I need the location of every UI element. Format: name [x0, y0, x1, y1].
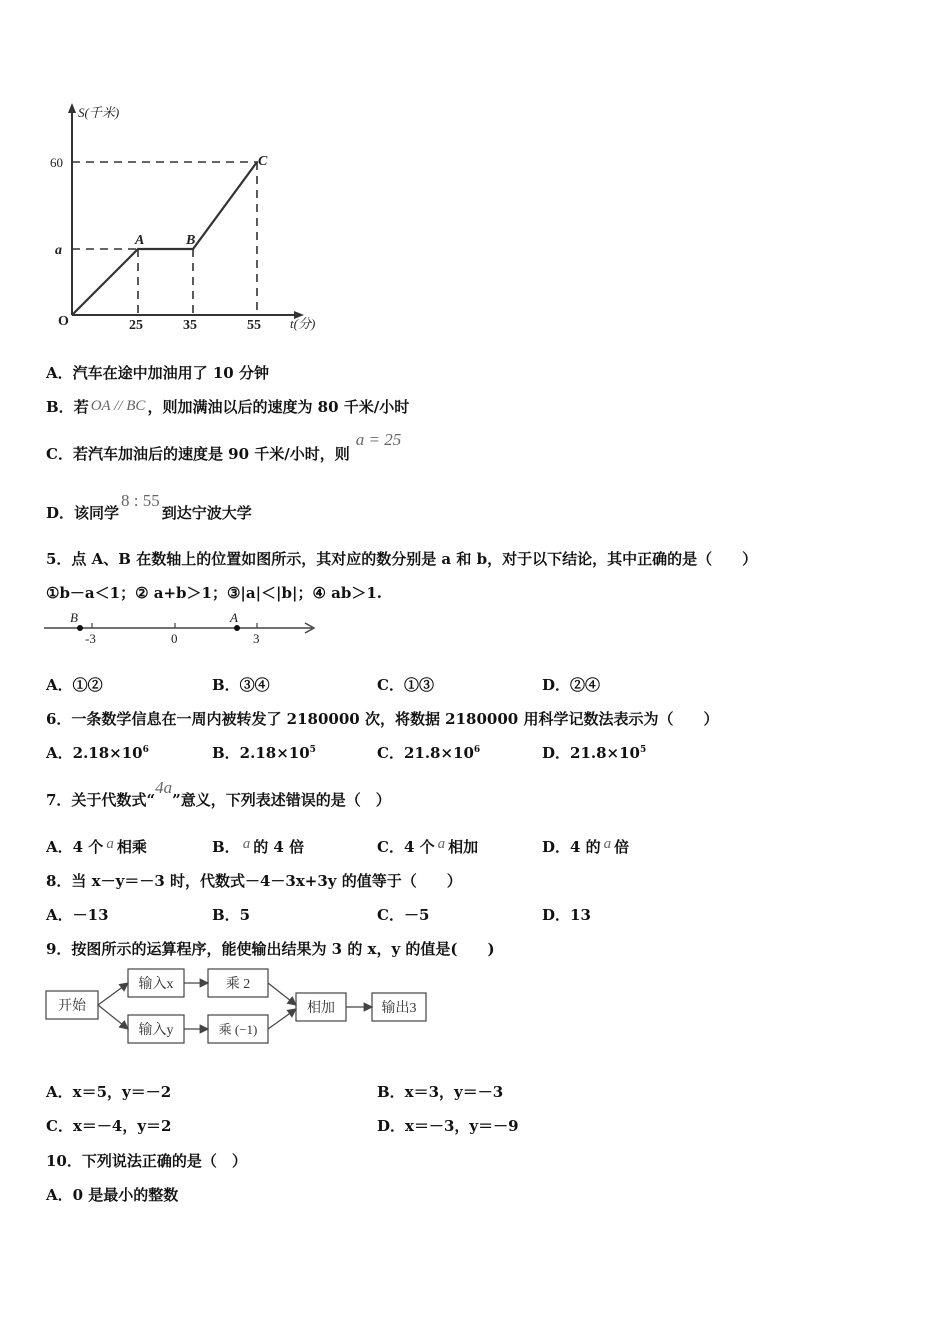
- y-axis-arrow: [68, 103, 76, 113]
- q7-option-a[interactable]: A．4 个 a 相乘: [46, 836, 147, 856]
- flow-times2-label: 乘 2: [225, 977, 251, 992]
- q6-option-a[interactable]: A．$2.18\times 10^6$: [46, 744, 149, 762]
- point-c-label: C: [258, 154, 268, 169]
- operation-flowchart: [44, 965, 434, 1047]
- number-line: [42, 608, 327, 648]
- q6-option-b[interactable]: B．$2.18\times 10^5$: [212, 744, 316, 762]
- point-a-label: A: [230, 610, 238, 625]
- q10-stem: 10．下列说法正确的是（ ）: [46, 1152, 247, 1170]
- q9-option-d[interactable]: D．x＝－3，y＝－9: [377, 1117, 519, 1135]
- y-tick-60: 60: [50, 155, 63, 170]
- q9-stem: 9．按图所示的运算程序，能使输出结果为 3 的 x，y 的值是( ): [46, 940, 495, 958]
- tick-3: 3: [253, 631, 260, 646]
- q8-option-b[interactable]: B．5: [212, 906, 251, 924]
- math-oa-parallel-bc: OA // BC: [90, 398, 146, 414]
- point-a-label: A: [135, 233, 145, 248]
- q5-option-a[interactable]: A．①②: [46, 676, 103, 694]
- q8-stem: 8．当 x－y＝－3 时，代数式－4－3x+3y 的值等于（ ）: [46, 872, 462, 890]
- q4-option-a[interactable]: A．汽车在途中加油用了 10 分钟: [46, 364, 269, 382]
- math-4a: 4a: [155, 778, 173, 797]
- flow-input-x-label: 输入x: [138, 977, 174, 992]
- q9-option-b[interactable]: B．x＝3，y＝－3: [377, 1083, 504, 1101]
- math-time: 8 : 55: [121, 491, 160, 510]
- tick-0: 0: [171, 631, 178, 646]
- q4-option-b[interactable]: B．若 OA // BC ，则加满油以后的速度为 80 千米/小时: [46, 398, 410, 416]
- q4-option-d[interactable]: D．该同学8 : 55到达宁波大学: [46, 491, 252, 522]
- q7-option-d[interactable]: D．4 的 a 倍: [542, 836, 630, 856]
- q7-stem: 7．关于代数式“4a”意义，下列表述错误的是（ ）: [46, 778, 391, 809]
- math-a-equals-25: a = 25: [355, 430, 402, 449]
- q9-option-a[interactable]: A．x＝5，y＝－2: [46, 1083, 172, 1101]
- graph-line-oabc: [72, 162, 257, 315]
- y-tick-a: a: [55, 243, 62, 258]
- flow-start-label: 开始: [58, 999, 86, 1014]
- x-axis-label: t(分): [290, 316, 316, 331]
- y-axis-label: S(千米): [78, 105, 120, 120]
- q8-option-c[interactable]: C．－5: [377, 906, 430, 924]
- flow-input-y-label: 输入y: [138, 1023, 174, 1038]
- q5-stem: 5．点 A、B 在数轴上的位置如图所示，其对应的数分别是 a 和 b，对于以下结论，其中正确的是（ ）: [46, 550, 758, 568]
- distance-time-graph: [40, 95, 350, 345]
- origin-label: O: [58, 314, 69, 329]
- q8-option-d[interactable]: D．13: [542, 906, 591, 924]
- q5-option-d[interactable]: D．②④: [542, 676, 601, 694]
- flow-add-label: 相加: [307, 1001, 335, 1016]
- q8-option-a[interactable]: A．－13: [46, 906, 109, 924]
- q7-option-b[interactable]: B． a 的 4 倍: [212, 836, 305, 856]
- point-b-label: B: [186, 233, 196, 248]
- flow-output-label: 输出3: [381, 1001, 417, 1016]
- q5-conclusions: ①b－a＜1；② a+b＞1；③|a|＜|b|；④ ab＞1.: [46, 584, 382, 602]
- x-tick-55: 55: [247, 318, 261, 333]
- flow-times-neg1-label: 乘 (−1): [218, 1022, 258, 1037]
- q5-option-b[interactable]: B．③④: [212, 676, 270, 694]
- q6-option-d[interactable]: D．$21.8\times 10^5$: [542, 744, 647, 762]
- tick-neg3: -3: [85, 631, 96, 646]
- point-b-label: B: [70, 610, 78, 625]
- q6-stem: 6．一条数学信息在一周内被转发了 2180000 次，将数据 2180000 用科学记数法表示为（ ）: [46, 710, 719, 728]
- q5-option-c[interactable]: C．①③: [377, 676, 434, 694]
- point-a: [234, 625, 240, 631]
- q4-option-c[interactable]: C．若汽车加油后的速度是 90 千米/小时，则a = 25: [46, 430, 402, 463]
- q9-option-c[interactable]: C．x＝－4，y＝2: [46, 1117, 172, 1135]
- q10-option-a[interactable]: A．0 是最小的整数: [46, 1186, 179, 1204]
- q7-option-c[interactable]: C．4 个 a 相加: [377, 836, 479, 856]
- x-tick-25: 25: [129, 318, 143, 333]
- x-tick-35: 35: [183, 318, 197, 333]
- point-b: [77, 625, 83, 631]
- q6-option-c[interactable]: C．$21.8\times 10^6$: [377, 744, 481, 762]
